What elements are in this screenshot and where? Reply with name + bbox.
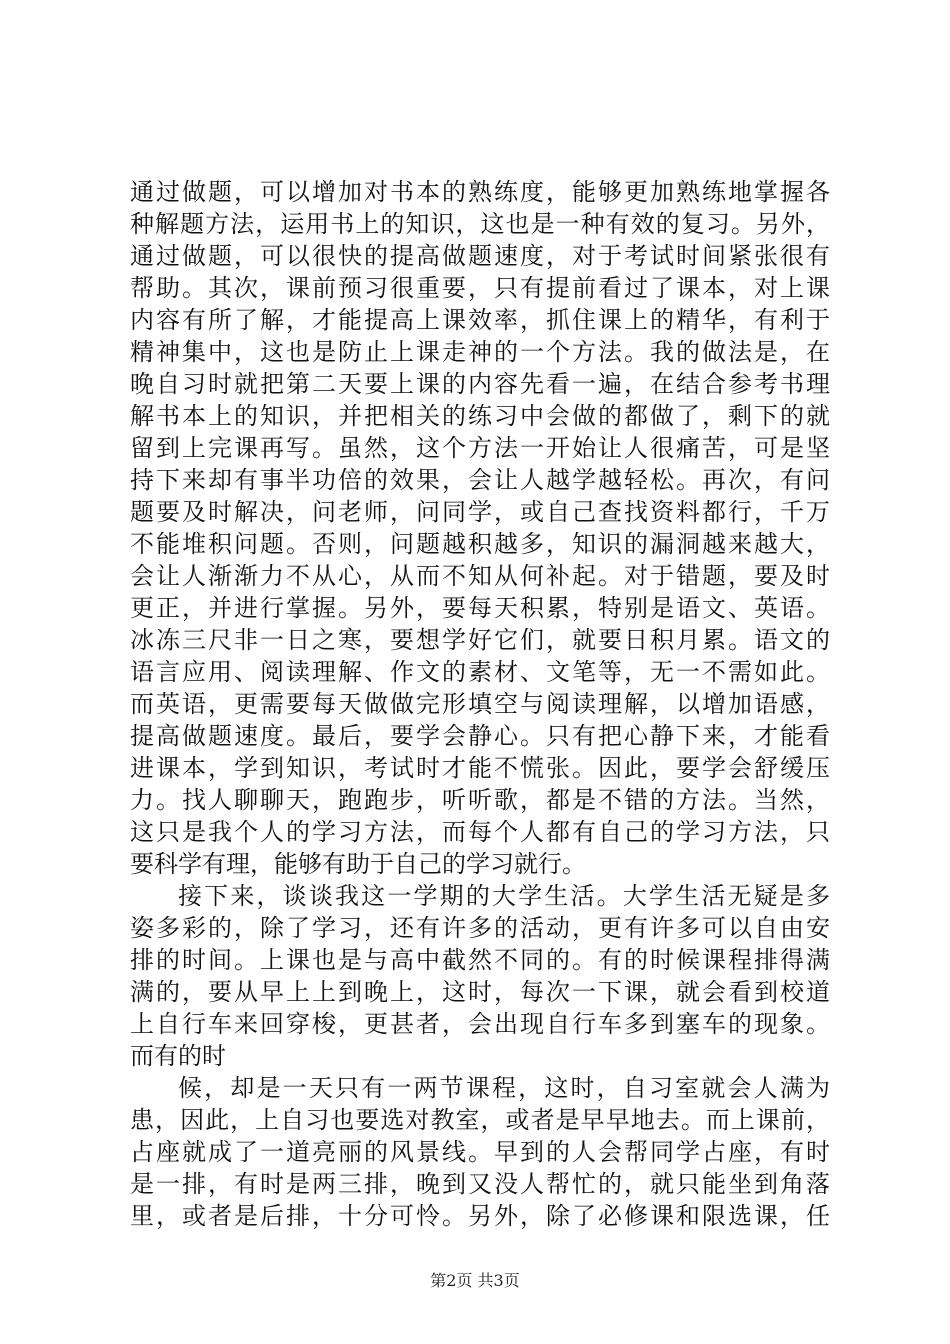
text-line: 帮助。其次，课前预习很重要，只有提前看过了课本，对上课	[130, 274, 830, 302]
text-line: 里，或者是后排，十分可怜。另外，除了必修课和限选课，任	[130, 1202, 830, 1230]
text-line: 接下来，谈谈我这一学期的大学生活。大学生活无疑是多	[178, 882, 830, 910]
text-line: 晚自习时就把第二天要上课的内容先看一遍，在结合参考书理	[130, 370, 830, 398]
text-line: 题要及时解决，问老师，问同学，或自己查找资料都行，千万	[130, 498, 830, 526]
text-line: 会让人渐渐力不从心，从而不知从何补起。对于错题，要及时	[130, 562, 830, 590]
page-number-footer: 第2页 共3页	[430, 1271, 520, 1290]
text-line: 冰冻三尺非一日之寒，要想学好它们，就要日积月累。语文的	[130, 626, 830, 654]
text-line: 通过做题，可以增加对书本的熟练度，能够更加熟练地掌握各	[130, 178, 830, 206]
text-line: 满的，要从早上上到晚上，这时，每次一下课，就会看到校道	[130, 978, 830, 1006]
text-line: 这只是我个人的学习方法，而每个人都有自己的学习方法，只	[130, 818, 830, 846]
text-line: 更正，并进行掌握。另外，要每天积累，特别是语文、英语。	[130, 594, 830, 622]
text-line: 而有的时	[130, 1042, 226, 1070]
body-text	[130, 176, 830, 1232]
text-line: 内容有所了解，才能提高上课效率，抓住课上的精华，有利于	[130, 306, 830, 334]
text-line: 精神集中，这也是防止上课走神的一个方法。我的做法是，在	[130, 338, 830, 366]
text-line: 语言应用、阅读理解、作文的素材、文笔等，无一不需如此。	[130, 658, 830, 686]
text-line: 种解题方法，运用书上的知识，这也是一种有效的复习。另外，	[130, 210, 830, 238]
text-line: 排的时间。上课也是与高中截然不同的。有的时候课程排得满	[130, 946, 830, 974]
text-line: 候，却是一天只有一两节课程，这时，自习室就会人满为	[178, 1074, 830, 1102]
text-line: 姿多彩的，除了学习，还有许多的活动，更有许多可以自由安	[130, 914, 830, 942]
text-line: 患，因此，上自习也要选对教室，或者是早早地去。而上课前，	[130, 1106, 830, 1134]
text-line: 提高做题速度。最后，要学会静心。只有把心静下来，才能看	[130, 722, 830, 750]
text-line: 进课本，学到知识，考试时才能不慌张。因此，要学会舒缓压	[130, 754, 830, 782]
text-line: 占座就成了一道亮丽的风景线。早到的人会帮同学占座，有时	[130, 1138, 830, 1166]
text-line: 而英语，更需要每天做做完形填空与阅读理解，以增加语感，	[130, 690, 830, 718]
text-line: 不能堆积问题。否则，问题越积越多，知识的漏洞越来越大，	[130, 530, 830, 558]
text-line: 力。找人聊聊天，跑跑步，听听歌，都是不错的方法。当然，	[130, 786, 830, 814]
text-line: 上自行车来回穿梭，更甚者，会出现自行车多到塞车的现象。	[130, 1010, 830, 1038]
text-line: 解书本上的知识，并把相关的练习中会做的都做了，剩下的就	[130, 402, 830, 430]
text-line: 通过做题，可以很快的提高做题速度，对于考试时间紧张很有	[130, 242, 830, 270]
text-line: 是一排，有时是两三排，晚到又没人帮忙的，就只能坐到角落	[130, 1170, 830, 1198]
text-line: 要科学有理，能够有助于自己的学习就行。	[130, 850, 586, 878]
text-line: 持下来却有事半功倍的效果，会让人越学越轻松。再次，有问	[130, 466, 830, 494]
text-line: 留到上完课再写。虽然，这个方法一开始让人很痛苦，可是坚	[130, 434, 830, 462]
